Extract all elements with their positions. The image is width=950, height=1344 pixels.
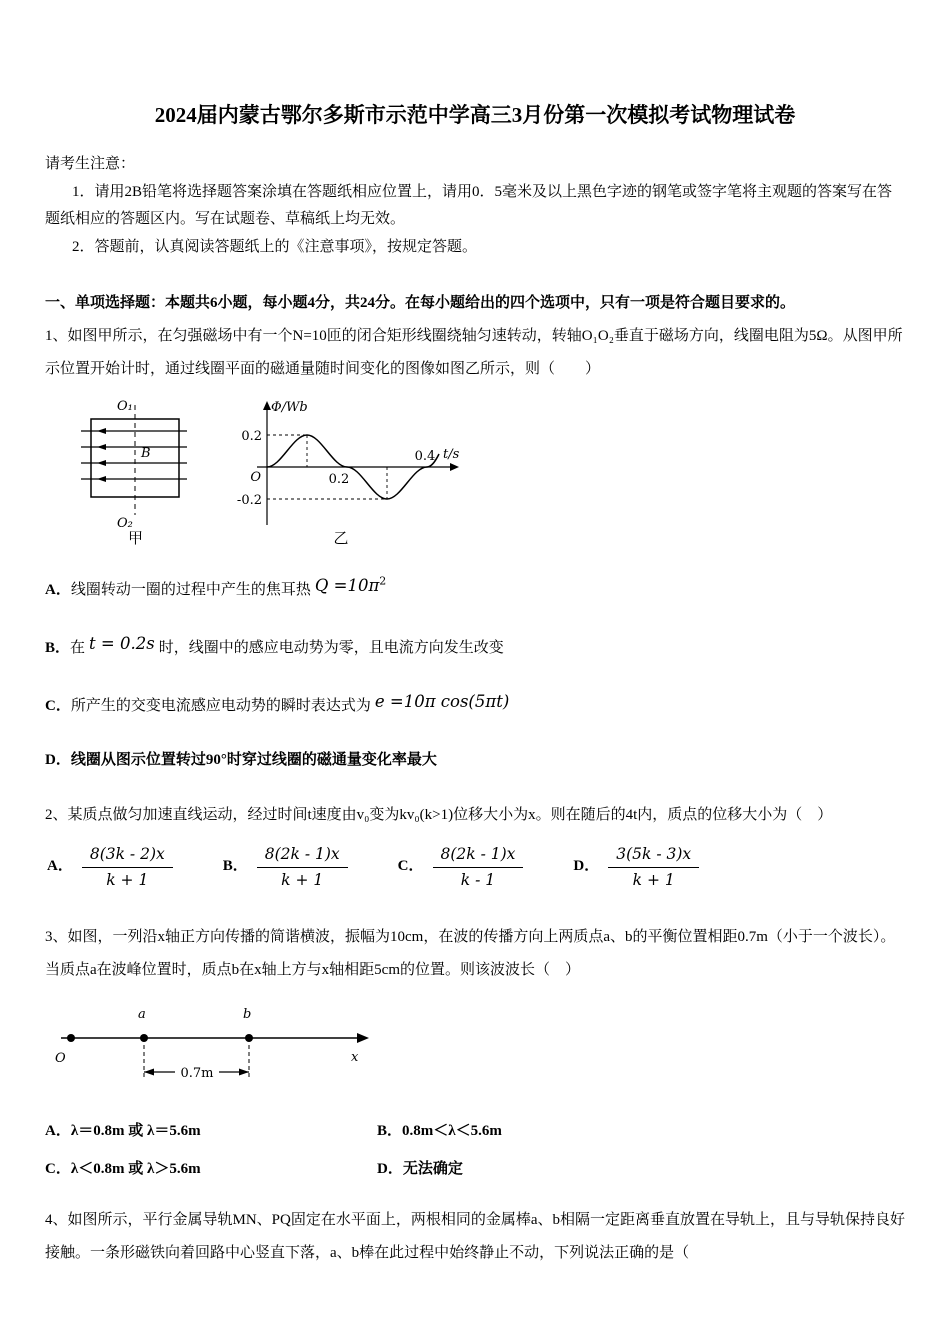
xtick-02: 0.2: [328, 472, 350, 488]
question-1-stem: 1、如图甲所示，在匀强磁场中有一个N=10匝的闭合矩形线圈绕轴匀速转动，转轴O₁O₂垂直于磁场方向，线圈电阻为5Ω。从图甲所示位置开始计时，通过线圈平面的磁通量随时间变化的图像如图乙所示，则（ ）: [45, 327, 903, 378]
option-text: 无法确定: [402, 1160, 463, 1177]
option-label: D．: [573, 858, 600, 875]
distance-label: 0.7m: [180, 1066, 214, 1082]
section-1-heading: 一、单项选择题：本题共6小题，每小题4分，共24分。在每小题给出的四个选项中，只有一项是符合题目要求的。: [45, 294, 796, 311]
ytick-positive: 0.2: [241, 429, 262, 445]
q2-option-d: [573, 844, 699, 891]
option-pre-text: 所产生的交变电流感应电动势的瞬时表达式为: [70, 697, 371, 714]
graph-x-label: t/s: [443, 447, 460, 463]
right-arrowhead: [239, 1069, 249, 1076]
graph-origin-label: O: [250, 470, 261, 486]
q2-option-c: [398, 844, 524, 891]
option-label: A．: [47, 858, 73, 875]
option-label: D．: [45, 752, 71, 769]
page-title: 2024届内蒙古鄂尔多斯市示范中学高三3月份第一次模拟考试物理试卷: [154, 103, 796, 127]
point-b-label: b: [243, 1007, 252, 1023]
left-arrowhead: [144, 1069, 154, 1076]
field-arrowheads: [97, 428, 106, 482]
x-axis-arrowhead: [450, 463, 459, 471]
fraction: $\frac{8(2k - 1)x}{k - 1}$: [433, 844, 524, 891]
q3-option-c: [45, 1156, 377, 1184]
xtick-04: 0.4: [414, 449, 436, 465]
graph-y-label: Φ/Wb: [271, 400, 308, 416]
option-label: B．: [45, 639, 71, 656]
question-3-stem: 3、如图，一列沿x轴正方向传播的简谐横波，振幅为10cm，在波的传播方向上两质点a、b的平衡位置相距0.7m（小于一个波长）。当质点a在波峰位置时，质点b在x轴上方与x轴相距5cm的位置。则该波波长（ ）: [45, 928, 896, 979]
option-post-text: 时，线圈中的感应电动势为零，且电流方向发生改变: [158, 639, 504, 656]
q1-option-b: [45, 632, 905, 663]
fraction: $\frac{8(3k - 2)x}{k + 1}$: [82, 844, 173, 891]
question-4-stem: 4、如图所示，平行金属导轨MN、PQ固定在水平面上，两根相同的金属棒a、b相隔一定距离垂直放置在导轨上，且与导轨保持良好接触。一条形磁铁向着回路中心竖直下落，a、b棒在此过程中始终静止不动，下列说法正确的是（: [45, 1211, 906, 1262]
option-label: C．: [397, 858, 424, 875]
q1-option-a: [45, 574, 905, 605]
origin-label: O: [55, 1051, 66, 1067]
figure-jia-caption: 甲: [128, 531, 144, 548]
option-text: 线圈从图示位置转过90°时穿过线圈的磁通量变化率最大: [70, 752, 437, 769]
flux-time-graph-figure: [229, 395, 471, 547]
question-2-stem: 2、某质点做匀加速直线运动，经过时间t速度由v₀变为kv₀(k>1)位移大小为x。则在随后的4t内，质点的位移大小为（ ）: [45, 807, 833, 824]
q2-options-row: [47, 844, 905, 891]
option-text: λ＝0.8m 或 λ＝5.6m: [70, 1123, 201, 1140]
wave-axis-figure: [49, 998, 379, 1098]
q3-options-grid: [45, 1118, 905, 1184]
ytick-negative: -0.2: [236, 493, 262, 509]
question-1-figures: [73, 395, 905, 547]
option-label: D．: [377, 1160, 403, 1177]
point-a-label: a: [138, 1007, 146, 1023]
q2-option-a: [47, 844, 173, 891]
y-axis-arrowhead: [263, 401, 271, 410]
joule-heat-formula: $Q =10\pi^2$: [314, 574, 387, 596]
option-text: 0.8m＜λ＜5.6m: [402, 1123, 502, 1140]
q1-option-c: [45, 690, 905, 721]
q3-option-d: [377, 1156, 905, 1184]
question-3-figure-wrap: [49, 998, 905, 1098]
q2-option-b: [223, 844, 348, 891]
notice-heading: 请考生注意：: [45, 155, 136, 172]
coil-diagram-figure: [73, 397, 205, 547]
time-value-formula: t = 0.2s: [89, 633, 155, 653]
option-label: B．: [222, 858, 248, 875]
emf-expression-formula: e =10π cos(5πt): [374, 691, 510, 711]
notice-item-2: 2．答题前，认真阅读答题纸上的《注意事项》，按规定答题。: [72, 239, 478, 256]
fraction: $\frac{8(2k - 1)x}{k + 1}$: [257, 844, 348, 891]
axis-top-label: O₁: [117, 399, 133, 415]
option-label: C．: [45, 697, 71, 714]
option-pre-text: 在: [70, 639, 86, 656]
option-label: B．: [377, 1123, 403, 1140]
q3-option-a: [45, 1118, 377, 1146]
option-text: 线圈转动一圈的过程中产生的焦耳热: [70, 582, 311, 599]
origin-dot: [67, 1034, 75, 1042]
option-label: A．: [45, 582, 71, 599]
option-text: λ＜0.8m 或 λ＞5.6m: [70, 1160, 201, 1177]
field-lines: [81, 431, 187, 479]
x-axis-label: x: [351, 1050, 359, 1066]
fraction: $\frac{3(5k - 3)x}{k + 1}$: [608, 844, 699, 891]
option-label: A．: [45, 1123, 71, 1140]
x-axis-arrowhead: [357, 1033, 369, 1043]
notice-item-1: 1．请用2B铅笔将选择题答案涂填在答题纸相应位置上，请用0．5毫米及以上黑色字迹的钢笔或签字笔将主观题的答案写在答题纸相应的答题区内。写在试题卷、草稿纸上均无效。: [45, 183, 893, 228]
axis-bottom-label: O₂: [117, 516, 133, 532]
q1-option-d: [45, 747, 905, 775]
field-b-label: B: [141, 446, 151, 462]
figure-yi-caption: 乙: [333, 531, 349, 548]
q3-option-b: [377, 1118, 905, 1146]
option-label: C．: [45, 1160, 71, 1177]
